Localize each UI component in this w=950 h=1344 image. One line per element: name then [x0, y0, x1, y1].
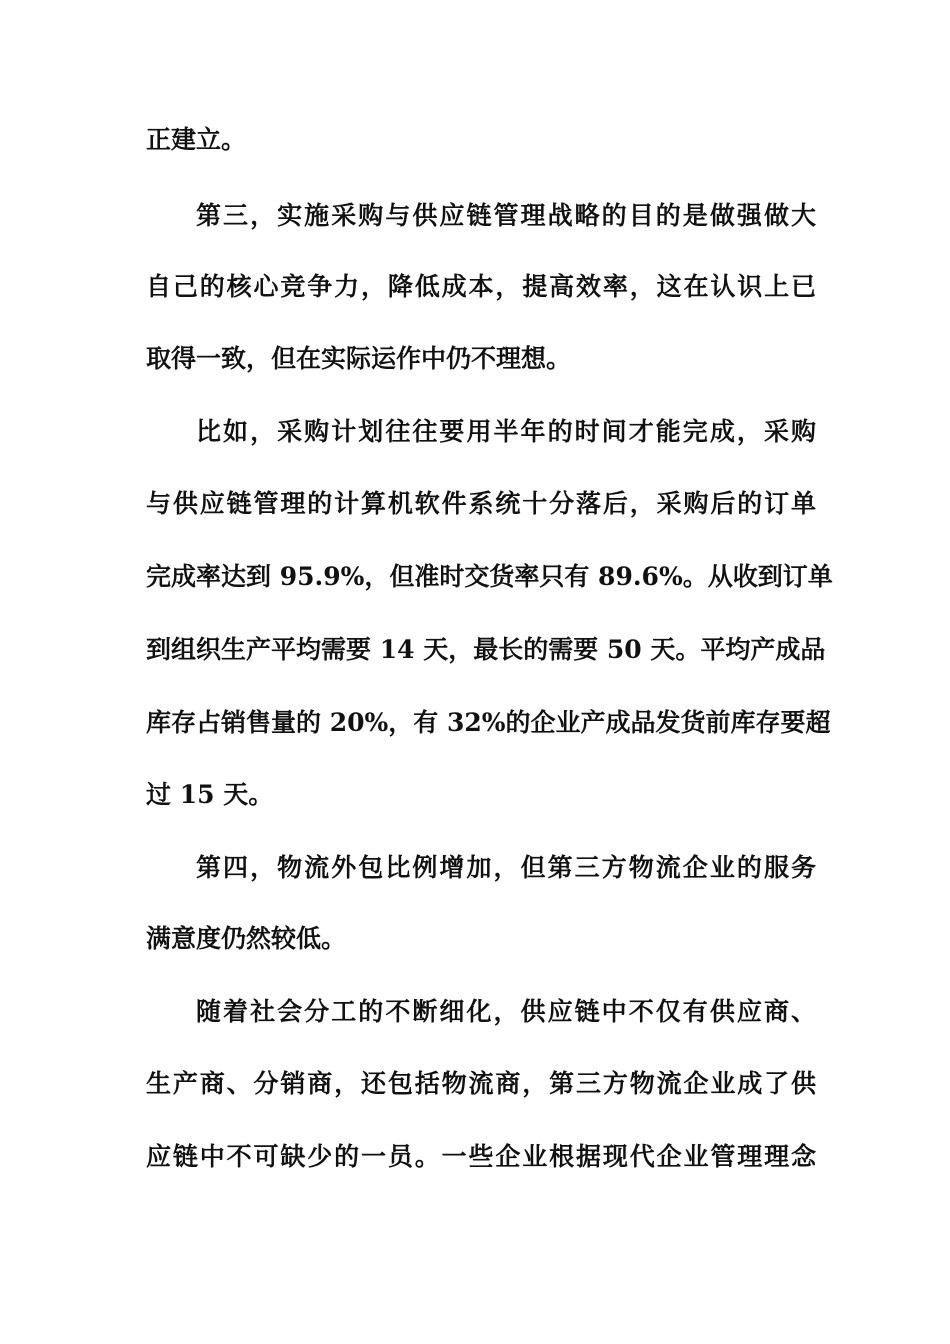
- text-line: 与供应链管理的计算机软件系统十分落后，采购后的订单: [146, 489, 816, 518]
- text-line: 满意度仍然较低。: [146, 924, 347, 953]
- text-line: 库存占销售量的 20%，有 32%的企业产成品发货前库存要超: [146, 708, 831, 737]
- text-line: 完成率达到 95.9%，但准时交货率只有 89.6%。从收到订单: [146, 562, 833, 591]
- text-line: 生产商、分销商，还包括物流商，第三方物流企业成了供: [146, 1069, 816, 1098]
- text-line: 应链中不可缺少的一员。一些企业根据现代企业管理理念: [146, 1142, 816, 1171]
- text-line: 过 15 天。: [146, 780, 274, 809]
- paragraph-start-line: 比如，采购计划往往要用半年的时间才能完成，采购: [196, 417, 816, 446]
- text-line: 正建立。: [146, 125, 247, 154]
- text-line: 取得一致，但在实际运作中仍不理想。: [146, 344, 572, 373]
- paragraph-start-line: 第三，实施采购与供应链管理战略的目的是做强做大: [196, 201, 816, 230]
- text-line: 自己的核心竞争力，降低成本，提高效率，这在认识上已: [146, 272, 816, 301]
- paragraph-start-line: 第四，物流外包比例增加，但第三方物流企业的服务: [196, 853, 816, 882]
- text-line: 到组织生产平均需要 14 天，最长的需要 50 天。平均产成品: [146, 635, 826, 664]
- paragraph-start-line: 随着社会分工的不断细化，供应链中不仅有供应商、: [196, 997, 816, 1026]
